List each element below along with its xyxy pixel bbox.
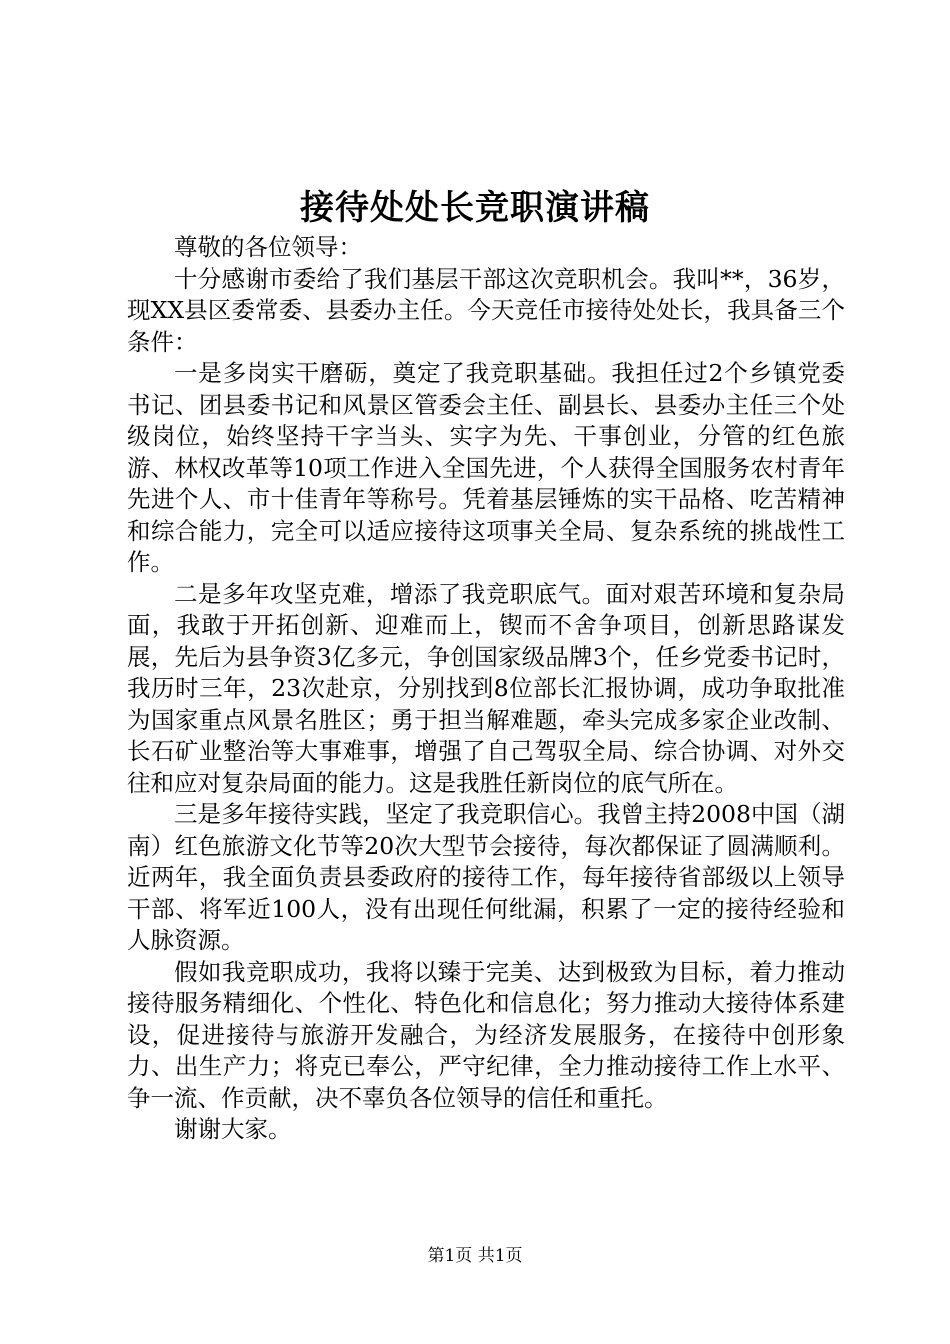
paragraph-commitment: 假如我竞职成功，我将以臻于完美、达到极致为目标，着力推动接待服务精细化、个性化、特色化和信息化；努力推动大接待体系建设，促进接待与旅游开发融合，为经济发展服务，在接待中创形象力、出生产力；将克已奉公，严守纪律，全力推动接待工作上水平、争一流、作贡献，决不辜负各位领导的信任和重托。 bbox=[127, 957, 845, 1112]
paragraph-salutation: 尊敬的各位领导： bbox=[174, 233, 362, 261]
document-title: 接待处处长竞职演讲稿 bbox=[300, 188, 650, 228]
paragraph-condition-three: 三是多年接待实践，坚定了我竞职信心。我曾主持2008中国（湖南）红色旅游文化节等20次大型节会接待，每次都保证了圆满顺利。近两年，我全面负责县委政府的接待工作，每年接待省部级以上领导干部、将军近100人，没有出现任何纰漏，积累了一定的接待经验和人脉资源。 bbox=[127, 800, 845, 954]
paragraph-closing: 谢谢大家。 bbox=[174, 1115, 292, 1143]
document-body bbox=[127, 232, 845, 1146]
paragraph-condition-two: 二是多年攻坚克难，增添了我竞职底气。面对艰苦环境和复杂局面，我敢于开拓创新、迎难而上，锲而不舍争项目，创新思路谋发展，先后为县争资3亿多元，争创国家级品牌3个，任乡党委书记时，我历时三年，23次赴京，分别找到8位部长汇报协调，成功争取批准为国家重点风景名胜区；勇于担当解难题，牵头完成多家企业改制、长石矿业整治等大事难事，增强了自己驾驭全局、综合协调、对外交往和应对复杂局面的能力。这是我胜任新岗位的底气所在。 bbox=[127, 579, 845, 797]
page-number-footer: 第1页 共1页 bbox=[427, 1246, 523, 1266]
paragraph-introduction: 十分感谢市委给了我们基层干部这次竞职机会。我叫**，36岁，现XX县区委常委、县委办主任。今天竞任市接待处处长，我具备三个条件： bbox=[127, 264, 845, 356]
paragraph-condition-one: 一是多岗实干磨砺，奠定了我竞职基础。我担任过2个乡镇党委书记、团县委书记和风景区管委会主任、副县长、县委办主任三个处级岗位，始终坚持干字当头、实字为先、干事创业，分管的红色旅游、林权改革等10项工作进入全国先进，个人获得全国服务农村青年先进个人、市十佳青年等称号。凭着基层锤炼的实干品格、吃苦精神和综合能力，完全可以适应接待这项事关全局、复杂系统的挑战性工作。 bbox=[127, 359, 845, 576]
